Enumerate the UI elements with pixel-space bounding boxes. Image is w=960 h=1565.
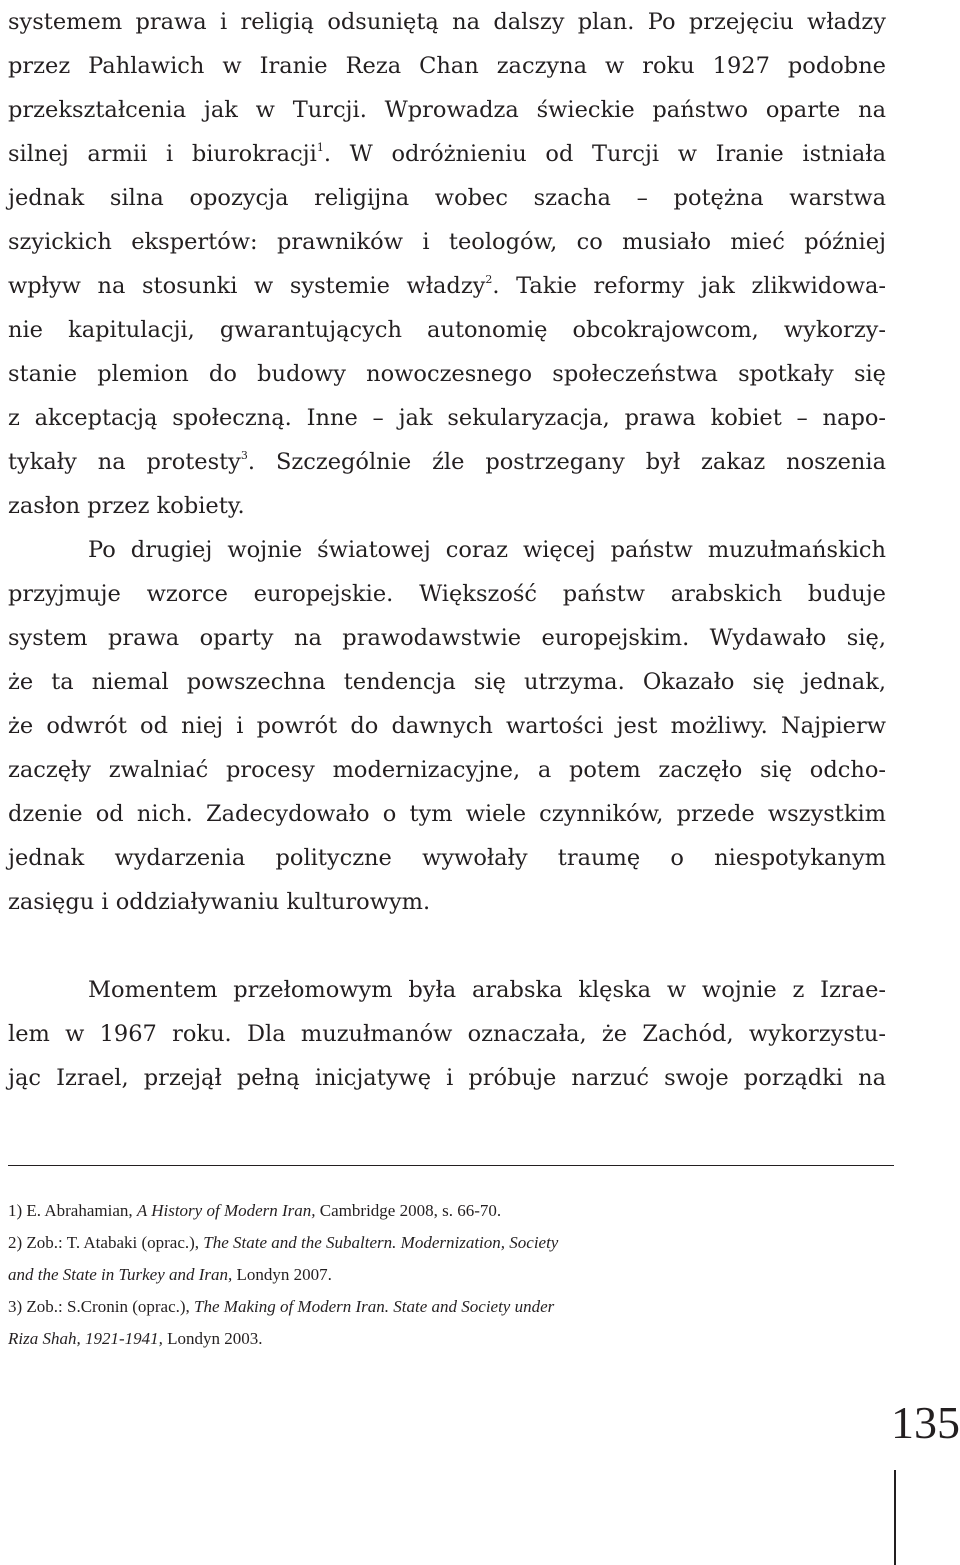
paragraph — [8, 968, 886, 1100]
footnote-title: A History of Modern Iran, — [136, 1201, 316, 1220]
text-line: systemem prawa i religią odsuniętą na dalszy plan. Po przejęciu władzy — [8, 9, 886, 35]
text-segment: . W odróżnieniu od Turcji w Iranie istniała — [323, 141, 886, 167]
footnote-title: Riza Shah, 1921-1941, — [8, 1329, 163, 1348]
text-line: stanie plemion do budowy nowoczesnego społeczeństwa spotkały się — [8, 361, 886, 387]
footnote-ref-2[interactable]: 2 — [485, 273, 493, 286]
footnote-2 — [8, 1227, 768, 1291]
text-line: nie kapitulacji, gwarantujących autonomię obcokrajowcom, wykorzy- — [8, 317, 886, 343]
main-text — [8, 0, 886, 1100]
text-segment: tykały na protesty — [8, 449, 241, 475]
text-line: że odwrót od niej i powrót do dawnych wartości jest możliwy. Najpierw — [8, 713, 886, 739]
footnote-text: Londyn 2003. — [162, 1329, 263, 1348]
text-line: zasłon przez kobiety. — [8, 493, 245, 519]
text-segment: silnej armii i biurokracji — [8, 141, 317, 167]
footnote-title: The State and the Subaltern. Modernization, Society — [203, 1233, 559, 1252]
text-segment: wpływ na stosunki w systemie władzy — [8, 273, 486, 299]
footnote-text: Cambridge 2008, s. 66-70. — [315, 1201, 502, 1220]
footnote-1 — [8, 1195, 768, 1227]
page-number: 135 — [891, 1397, 960, 1448]
text-segment: . Szczególnie źle postrzegany był zakaz noszenia — [247, 449, 886, 475]
text-line: Momentem przełomowym była arabska klęska w wojnie z Izrae- — [88, 977, 886, 1003]
text-line: jednak wydarzenia polityczne wywołały traumę o niespotykanym — [8, 845, 886, 871]
text-line: z akceptacją społeczną. Inne – jak sekularyzacja, prawa kobiet – napo- — [8, 405, 886, 431]
text-line: dzenie od nich. Zadecydowało o tym wiele czynników, przede wszystkim — [8, 801, 886, 827]
text-line: zasięgu i oddziaływaniu kulturowym. — [8, 889, 431, 915]
text-segment: . Takie reformy jak zlikwidowa- — [492, 273, 886, 299]
text-line: jednak silna opozycja religijna wobec szacha – potężna warstwa — [8, 185, 886, 211]
text-line — [8, 440, 886, 484]
text-line: szyickich ekspertów: prawników i teologów, co musiało mieć później — [8, 229, 886, 255]
paragraph — [8, 528, 886, 924]
text-line: Po drugiej wojnie światowej coraz więcej państw muzułmańskich — [88, 537, 886, 563]
footnotes — [8, 1195, 768, 1355]
text-line: jąc Izrael, przejął pełną inicjatywę i próbuje narzuć swoje porządki na — [8, 1065, 886, 1091]
footnote-text: 1) E. Abrahamian, — [8, 1201, 137, 1220]
footnote-ref-1[interactable]: 1 — [316, 141, 324, 154]
footnote-divider — [8, 1165, 894, 1166]
text-line: lem w 1967 roku. Dla muzułmanów oznaczała, że Zachód, wykorzystu- — [8, 1021, 886, 1047]
footnote-text: 2) Zob.: T. Atabaki (oprac.), — [8, 1233, 204, 1252]
footnote-text: Londyn 2007. — [232, 1265, 332, 1284]
text-line: że ta niemal powszechna tendencja się utrzyma. Okazało się jednak, — [8, 669, 886, 695]
footnote-text: 3) Zob.: S.Cronin (oprac.), — [8, 1297, 195, 1316]
text-line: system prawa oparty na prawodawstwie europejskim. Wydawało się, — [8, 625, 886, 651]
text-line — [8, 132, 886, 176]
text-line: zaczęły zwalniać procesy modernizacyjne, a potem zaczęło się odcho- — [8, 757, 886, 783]
text-line: przekształcenia jak w Turcji. Wprowadza świeckie państwo oparte na — [8, 97, 886, 123]
text-line: przyjmuje wzorce europejskie. Większość państw arabskich buduje — [8, 581, 886, 607]
footnote-3 — [8, 1291, 768, 1355]
footnote-title: The Making of Modern Iran. State and Society under — [194, 1297, 555, 1316]
text-line: przez Pahlawich w Iranie Reza Chan zaczyna w roku 1927 podobne — [8, 53, 886, 79]
side-rule — [894, 1470, 896, 1565]
text-line — [8, 264, 886, 308]
footnote-title: and the State in Turkey and Iran, — [8, 1265, 233, 1284]
footnote-ref-3[interactable]: 3 — [240, 449, 248, 462]
paragraph — [8, 0, 886, 528]
